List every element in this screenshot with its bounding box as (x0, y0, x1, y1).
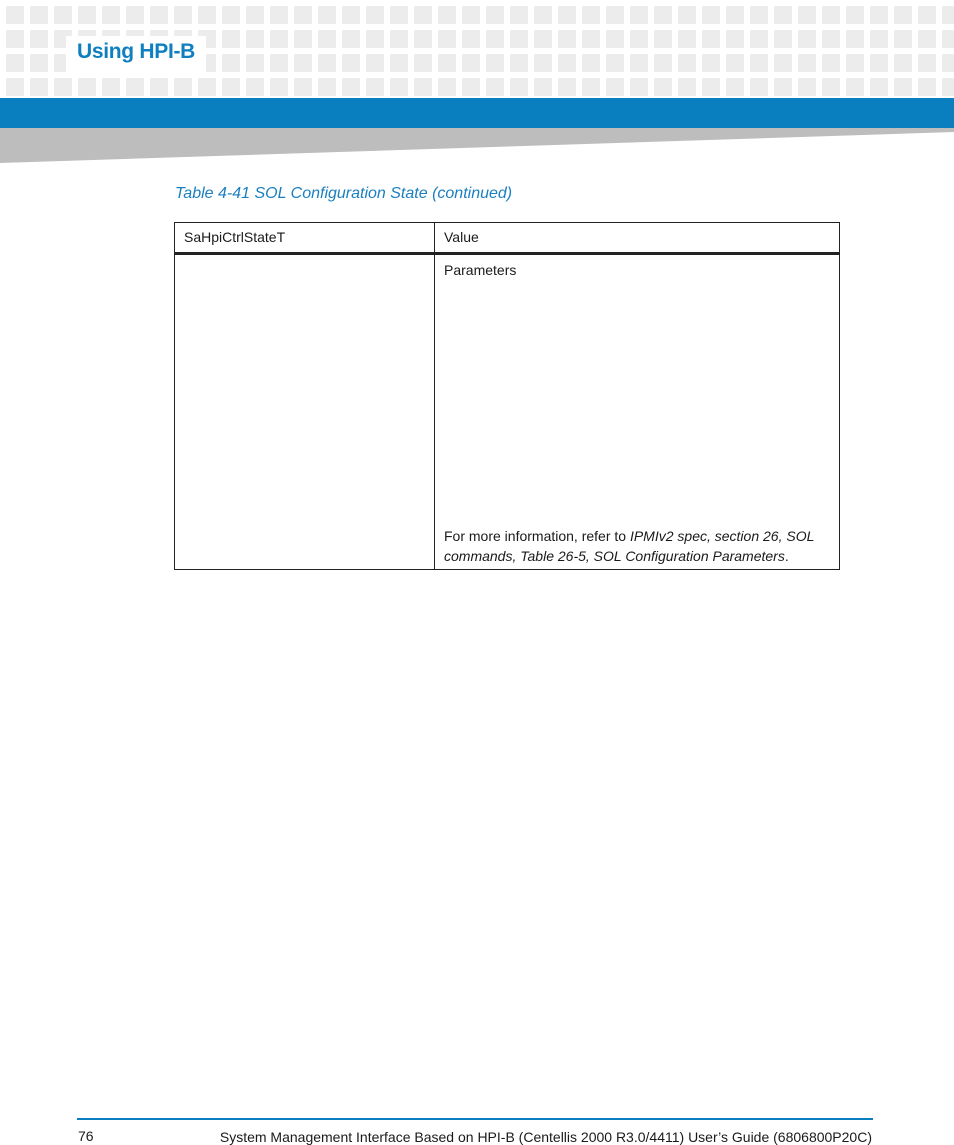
footer-document-title: System Management Interface Based on HPI-B (Centellis 2000 R3.0/4411) User’s Guide (6806800P20C) (219, 1129, 872, 1145)
table-header-row (175, 223, 840, 254)
more-info-text (444, 526, 831, 566)
more-info-suffix: . (784, 548, 789, 564)
header-grey-wedge (0, 128, 954, 164)
parameters-label: Parameters (444, 262, 517, 278)
table-row (175, 254, 840, 570)
table-cell-state (175, 254, 435, 570)
column-header-value: Value (435, 223, 840, 254)
ipmi-spec-reference: IPMIv2 spec, section 26, SOL commands, Table 26-5, SOL Configuration Parameters (444, 528, 815, 564)
sol-configuration-table (174, 222, 840, 570)
column-header-sahpictrlstatet: SaHpiCtrlStateT (175, 223, 435, 254)
table-caption: Table 4-41 SOL Configuration State (continued) (175, 185, 513, 202)
more-info-prefix: For more information, refer to (444, 528, 630, 544)
page-number: 76 (78, 1128, 94, 1144)
table-cell-value (435, 254, 840, 570)
footer-rule (77, 1118, 873, 1120)
chapter-title: Using HPI-B (77, 40, 196, 63)
header-blue-band (0, 98, 954, 128)
